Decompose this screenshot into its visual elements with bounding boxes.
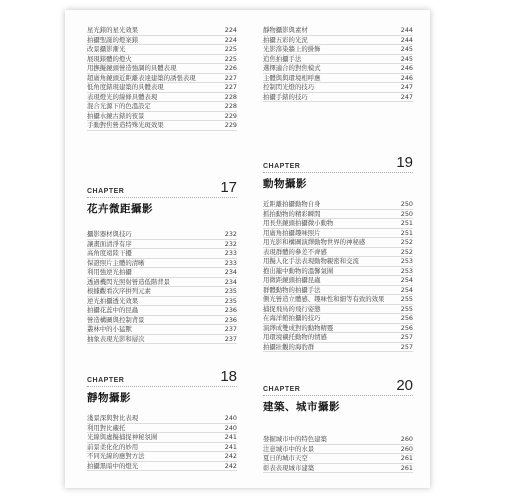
toc-entry-title: 利用強逆光拍攝	[87, 268, 132, 276]
toc-entry-page-number: 226	[224, 64, 237, 72]
toc-entry-title: 高角度遠陸干擾	[87, 249, 132, 257]
toc-entry-page-number: 227	[224, 83, 237, 91]
chapter-number: 19	[396, 154, 413, 171]
toc-entry-page-number: 241	[224, 433, 237, 441]
chapter-label: CHAPTER	[87, 188, 125, 195]
toc-entry-title: 低角度錶現建築的具體表現	[87, 83, 164, 91]
chapter-label: CHAPTER	[263, 163, 301, 170]
toc-entry	[87, 112, 237, 122]
toc-entry-page-number: 224	[224, 26, 237, 34]
toc-entry-page-number: 237	[224, 334, 237, 343]
toc-entry-title: 選擇適合的對焦模式	[263, 64, 321, 72]
toc-entry	[263, 295, 413, 305]
toc-entry-title: 靜物攝影與素材	[263, 26, 308, 34]
toc-entry-page-number: 247	[400, 92, 413, 101]
toc-entry	[263, 229, 413, 239]
toc-entry	[87, 443, 237, 453]
toc-entry-page-number: 242	[224, 452, 237, 460]
toc-entry-title: 光線與虛擬捕捉神秘氛圍	[87, 433, 158, 441]
chapter-19-header	[263, 153, 413, 193]
toc-list-ch19	[263, 200, 413, 352]
toc-entry	[87, 452, 237, 462]
toc-entry-page-number: 234	[224, 277, 237, 286]
toc-entry-title: 透過機閃光照射營造低階背景	[87, 277, 171, 286]
toc-entry-title: 拍攝黑暗中的燈光	[87, 461, 139, 470]
toc-entry-title: 主體與與環境相呼應	[263, 73, 321, 82]
toc-entry-page-number: 225	[224, 45, 237, 53]
toc-entry-page-number: 253	[400, 257, 413, 265]
toc-entry	[263, 435, 413, 445]
toc-entry	[87, 287, 237, 297]
toc-entry-title: 抓拍動物的精彩瞬間	[263, 209, 321, 218]
toc-entry-page-number: 225	[224, 54, 237, 63]
toc-entry-page-number: 247	[400, 83, 413, 91]
chapter-18-header	[87, 367, 237, 407]
toc-entry-page-number: 255	[400, 295, 413, 303]
toc-entry-page-number: 228	[224, 92, 237, 101]
toc-entry-page-number: 261	[400, 454, 413, 462]
book-toc-page	[65, 10, 430, 488]
toc-entry	[263, 36, 413, 46]
toc-entry-title: 拍攝壯觀的海豹群	[263, 342, 315, 351]
toc-entry	[87, 424, 237, 434]
toc-entry	[263, 219, 413, 229]
chapter-title: 花卉微距攝影	[87, 203, 153, 215]
toc-entry-title: 營造構圖與控制背景	[87, 315, 145, 324]
toc-entry	[263, 305, 413, 315]
toc-entry-title: 保證照片主體的清晰	[87, 258, 145, 267]
chapter-label: CHAPTER	[263, 386, 301, 393]
toc-entry	[263, 64, 413, 74]
toc-entry	[263, 93, 413, 103]
toc-entry-title: 拍攝聖誕的燈案錶	[87, 35, 139, 44]
chapter-title: 建築、城市攝影	[263, 401, 340, 413]
toc-entry-page-number: 233	[224, 249, 237, 257]
toc-entry-title: 注意城市中的水景	[263, 444, 315, 453]
toc-list-ch20	[263, 435, 413, 473]
toc-entry	[87, 55, 237, 65]
toc-entry	[87, 325, 237, 335]
toc-list-continued-left	[87, 26, 237, 131]
toc-entry-page-number: 254	[400, 285, 413, 294]
toc-entry	[87, 121, 237, 131]
chapter-label: CHAPTER	[87, 377, 125, 384]
toc-entry-page-number: 233	[224, 258, 237, 267]
toc-entry-title: 在海洋館拍攝的技巧	[263, 314, 321, 322]
toc-entry-page-number: 232	[224, 230, 237, 238]
toc-entry	[87, 297, 237, 307]
toc-entry-title: 拍攝五彩的光況	[263, 35, 308, 44]
toc-entry	[87, 64, 237, 74]
toc-entry-page-number: 228	[224, 102, 237, 110]
toc-entry-page-number: 254	[400, 276, 413, 284]
toc-entry	[87, 433, 237, 443]
toc-entry-title: 抽象表現光影和層次	[87, 334, 145, 343]
toc-entry-page-number: 237	[224, 325, 237, 333]
toc-entry-page-number: 246	[400, 73, 413, 82]
toc-entry-title: 不同光線的應對方法	[87, 452, 145, 460]
toc-entry-page-number: 229	[224, 121, 237, 129]
toc-entry-title: 攝影器材與技巧	[87, 230, 132, 238]
toc-entry	[87, 259, 237, 269]
toc-entry-title: 捕捉飛鳥的飛行姿態	[263, 304, 321, 313]
toc-entry-title: 拍攝手錶的技巧	[263, 92, 308, 101]
toc-entry-page-number: 246	[400, 64, 413, 72]
toc-entry	[87, 335, 237, 345]
toc-entry	[263, 343, 413, 353]
toc-entry-title: 手動對焦營造特殊光斑效果	[87, 121, 164, 129]
toc-entry	[87, 240, 237, 250]
toc-list-continued-right	[263, 26, 413, 102]
toc-entry-page-number: 244	[400, 26, 413, 34]
chapter-title: 動物攝影	[263, 178, 307, 190]
toc-entry	[263, 276, 413, 286]
toc-entry-title: 拍攝花蕊中的昆蟲	[87, 306, 139, 314]
toc-entry-title: 用擬人化手法表現動物親密和交流	[263, 257, 359, 265]
toc-entry-page-number: 240	[224, 423, 237, 432]
toc-entry-page-number: 252	[400, 238, 413, 246]
toc-entry-title: 淺景深與對比表現	[87, 414, 139, 422]
toc-entry-title: 用微距鏡頭拍攝昆蟲	[263, 276, 321, 284]
toc-entry-title: 側光營造立體感、趣味性和細等有致的效果	[263, 295, 385, 303]
toc-entry-title: 超廣角鏡頭近距離表達建築的誘張表現	[87, 73, 196, 82]
toc-entry-page-number: 242	[224, 461, 237, 470]
chapter-17-header	[87, 178, 237, 218]
toc-entry-page-number: 241	[224, 442, 237, 451]
toc-entry	[263, 314, 413, 324]
toc-entry	[263, 238, 413, 248]
chapter-divider	[87, 197, 237, 198]
toc-entry	[263, 333, 413, 343]
toc-entry-title: 星光錶的星光效果	[87, 26, 139, 34]
toc-entry-page-number: 240	[224, 414, 237, 422]
toc-entry	[263, 210, 413, 220]
toc-entry-page-number: 256	[400, 323, 413, 332]
chapter-number: 20	[396, 377, 413, 394]
toc-entry	[263, 74, 413, 84]
toc-list-ch17	[87, 230, 237, 344]
toc-entry	[87, 249, 237, 259]
chapter-title: 靜物攝影	[87, 392, 131, 404]
toc-entry	[263, 324, 413, 334]
toc-entry-page-number: 235	[224, 296, 237, 305]
toc-entry-title: 讓畫面清淨有序	[87, 239, 132, 248]
toc-entry-title: 發掘城市中的特色建築	[263, 435, 327, 443]
toc-entry	[263, 83, 413, 93]
toc-entry	[263, 445, 413, 455]
chapter-number: 18	[220, 368, 237, 385]
toc-entry-title: 彰表表現城市建築	[263, 463, 315, 472]
chapter-divider	[263, 395, 413, 396]
toc-entry	[87, 26, 237, 36]
toc-entry	[263, 267, 413, 277]
toc-entry	[87, 45, 237, 55]
toc-entry	[87, 74, 237, 84]
toc-entry-title: 用長焦鏡頭拍攝微小動物	[263, 219, 334, 227]
toc-entry	[87, 230, 237, 240]
toc-entry-page-number: 257	[400, 333, 413, 341]
toc-entry-page-number: 234	[224, 268, 237, 276]
toc-entry	[263, 454, 413, 464]
toc-entry-title: 改景攝影漸光	[87, 45, 126, 53]
toc-entry-title: 光影滲染牆上的掛飾	[263, 45, 321, 53]
toc-entry-page-number: 229	[224, 111, 237, 120]
toc-entry	[263, 286, 413, 296]
toc-entry	[87, 83, 237, 93]
chapter-divider	[87, 386, 237, 387]
toc-entry-page-number: 251	[400, 219, 413, 227]
toc-entry	[87, 414, 237, 424]
chapter-number: 17	[220, 179, 237, 196]
toc-entry-title: 表現燈光的線條具體表現	[87, 92, 158, 101]
toc-entry-page-number: 236	[224, 315, 237, 324]
toc-entry-title: 用光影和構圖演繹動物世界的神秘感	[263, 238, 366, 246]
toc-entry-title: 逆光拍攝透光效果	[87, 296, 139, 305]
toc-entry-page-number: 255	[400, 304, 413, 313]
toc-entry-page-number: 251	[400, 228, 413, 237]
toc-entry-page-number: 224	[224, 35, 237, 44]
toc-entry	[263, 45, 413, 55]
toc-entry-page-number: 232	[224, 239, 237, 248]
toc-entry-title: 控制閃光燈的技巧	[263, 83, 315, 91]
toc-entry	[263, 26, 413, 36]
toc-entry-title: 叢林中的小猛獸	[87, 325, 132, 333]
toc-entry-page-number: 236	[224, 306, 237, 314]
toc-entry-page-number: 261	[400, 463, 413, 472]
toc-entry	[87, 93, 237, 103]
toc-entry	[263, 55, 413, 65]
toc-entry-title: 用撫擬鏡頭營造強調的具體表現	[87, 64, 177, 72]
toc-entry-page-number: 235	[224, 287, 237, 295]
toc-entry	[263, 257, 413, 267]
toc-entry	[87, 306, 237, 316]
toc-entry-title: 用環境襯托動物的情感	[263, 333, 327, 341]
toc-entry-title: 表現群體的參差不齊感	[263, 247, 327, 256]
chapter-divider	[263, 172, 413, 173]
toc-entry-page-number: 256	[400, 314, 413, 322]
toc-entry-title: 近距離拍攝動物自身	[263, 200, 321, 208]
toc-entry-title: 群體動物的拍攝手法	[263, 285, 321, 294]
toc-entry-title: 演繹成雙成對的動物精靈	[263, 323, 334, 332]
toc-entry	[87, 268, 237, 278]
toc-entry-title: 利用對比襯托	[87, 423, 126, 432]
toc-entry	[263, 464, 413, 474]
toc-entry-page-number: 250	[400, 200, 413, 208]
toc-entry	[263, 248, 413, 258]
chapter-20-header	[263, 376, 413, 416]
toc-entry-title: 追焦拍攝手法	[263, 54, 302, 63]
toc-entry-title: 用廣角拍攝趣味照片	[263, 228, 321, 237]
toc-entry-page-number: 250	[400, 209, 413, 218]
toc-entry	[87, 316, 237, 326]
toc-entry-title: 拍攝水鏡古錶的夜景	[87, 111, 145, 120]
toc-entry-page-number: 257	[400, 342, 413, 351]
toc-entry	[263, 200, 413, 210]
toc-entry-page-number: 244	[400, 35, 413, 44]
toc-entry-title: 前景柔化化的妙用	[87, 442, 139, 451]
toc-entry	[87, 462, 237, 472]
toc-entry-title: 抱出籠中動物的溫馨氣圍	[263, 266, 334, 275]
toc-entry	[87, 278, 237, 288]
toc-entry-page-number: 260	[400, 444, 413, 453]
toc-entry-title: 展現錶體的燈火	[87, 54, 132, 63]
toc-entry-title: 根據觀看次序拼列元素	[87, 287, 151, 295]
toc-entry-page-number: 245	[400, 45, 413, 53]
toc-entry-title: 夏日的城市天空	[263, 454, 308, 462]
toc-entry-page-number: 227	[224, 73, 237, 82]
toc-entry	[87, 102, 237, 112]
toc-list-ch18	[87, 414, 237, 471]
toc-entry-page-number: 252	[400, 247, 413, 256]
toc-entry-page-number: 245	[400, 54, 413, 63]
toc-entry	[87, 36, 237, 46]
toc-entry-title: 混合光源下的色溫設定	[87, 102, 151, 110]
toc-entry-page-number: 260	[400, 435, 413, 443]
toc-entry-page-number: 253	[400, 266, 413, 275]
